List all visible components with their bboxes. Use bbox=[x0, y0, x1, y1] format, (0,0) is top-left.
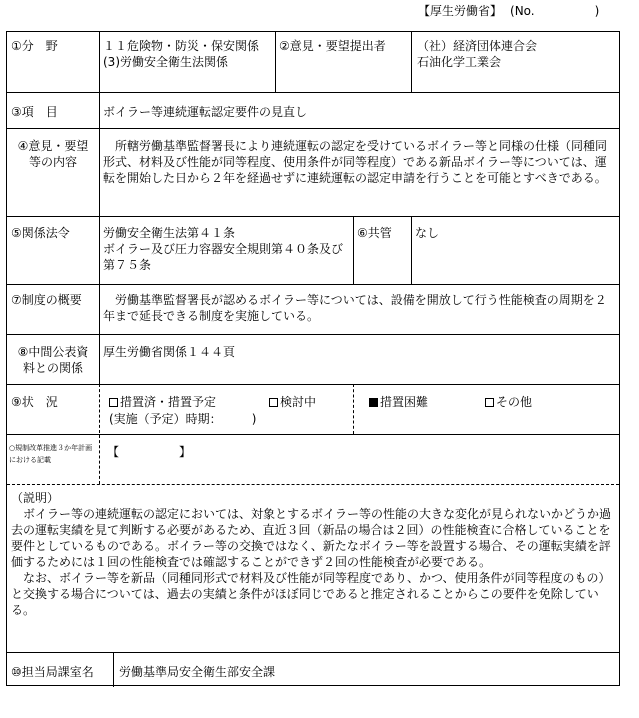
status-label: ⑨状 況 bbox=[11, 395, 58, 409]
interim-label: ⑧中間公表資 料との関係 bbox=[17, 345, 89, 375]
dept-label: ⑩担当局課室名 bbox=[11, 665, 94, 679]
row-divider bbox=[7, 652, 619, 653]
field-label: ①分 野 bbox=[11, 39, 58, 53]
checkbox-difficult-icon bbox=[369, 398, 378, 407]
content-label: ④意見・要望 等の内容 bbox=[17, 139, 89, 169]
content-value: 所轄労働基準監督署長により連続運転の認定を受けているボイラー等と同様の仕様（同種同形式、材料及び性能が同等程度、使用条件が同等程度）である新品ボイラー等については、運転を開始した日から２年を経過せずに連続運転の認定申請を行うことを可能とすべきである。 bbox=[103, 139, 608, 185]
status-option-other[interactable]: その他 bbox=[485, 394, 532, 410]
status-option-difficult[interactable]: 措置困難 bbox=[369, 394, 428, 410]
checkbox-implemented-icon bbox=[109, 398, 118, 407]
overview-label: ⑦制度の概要 bbox=[11, 293, 82, 307]
document-header bbox=[418, 3, 618, 19]
interim-value: 厚生労働省関係１４４頁 bbox=[103, 345, 236, 359]
dept-value: 労働基準局安全衛生部安全課 bbox=[119, 665, 276, 679]
ministry-label: 【厚生労働省】 bbox=[418, 4, 503, 18]
overview-value: 労働基準監督署長が認めるボイラー等については、設備を開放して行う性能検査の周期を２年まで延長できる制度を実施している。 bbox=[103, 293, 607, 323]
submitter-label: ②意見・要望提出者 bbox=[279, 39, 386, 53]
joint-value: なし bbox=[415, 226, 440, 240]
column-divider bbox=[275, 32, 276, 92]
number-label: (No. bbox=[510, 4, 535, 18]
request-form bbox=[6, 31, 620, 686]
column-divider-dashed bbox=[99, 384, 100, 484]
explanation-paragraph-2: なお、ボイラー等を新品（同種同形式で材料及び性能が同等程度であり、かつ、使用条件が同等程度のもの）と交換する場合については、過去の実績と条件がほぼ同じであると推定されることからこの要件を免除している。 bbox=[11, 571, 611, 617]
explanation-heading: （説明） bbox=[11, 491, 60, 505]
status-option-implemented[interactable]: 措置済・措置予定 bbox=[109, 394, 216, 410]
item-value: ボイラー等連続運転認定要件の見直し bbox=[103, 105, 308, 119]
status-timing: (実施（予定）時期： ) bbox=[109, 412, 257, 426]
column-divider bbox=[411, 32, 412, 92]
column-divider bbox=[99, 32, 100, 384]
column-divider bbox=[411, 216, 412, 284]
joint-label: ⑥共管 bbox=[357, 226, 392, 240]
column-divider-dashed bbox=[353, 384, 354, 434]
plan-label: ○規制改革推進３か年計画における記載 bbox=[9, 444, 93, 464]
field-value: １１危険物・防災・保安関係 (3)労働安全衛生法関係 bbox=[103, 39, 260, 69]
law-label: ⑤関係法令 bbox=[11, 226, 70, 240]
checkbox-under-review-icon bbox=[269, 398, 278, 407]
row-divider-dashed bbox=[7, 484, 619, 485]
column-divider bbox=[353, 216, 354, 284]
column-divider bbox=[113, 652, 114, 687]
checkbox-other-icon bbox=[485, 398, 494, 407]
item-label: ③項 目 bbox=[11, 105, 58, 119]
law-value: 労働安全衛生法第４１条 ボイラー及び圧力容器安全規則第４０条及び第７５条 bbox=[103, 226, 344, 272]
number-close: ) bbox=[594, 4, 600, 18]
plan-value: 【 】 bbox=[107, 445, 192, 459]
explanation bbox=[7, 488, 619, 620]
submitter-value: （社）経済団体連合会 石油化学工業会 bbox=[417, 39, 538, 69]
status-option-under-review[interactable]: 検討中 bbox=[269, 394, 316, 410]
explanation-paragraph-1: ボイラー等の連続運転の認定においては、対象とするボイラー等の性能の大きな変化が見られないかどうか過去の運転実績を見て判断する必要があるため、直近３回（新品の場合は２回）の性能検査に合格していることを要件としているものである。ボイラー等の交換ではなく、新たなボイラー等を設置する場合、その運転実績を評価するためには１回の性能検査では確認することができず２回の性能検査が必要である。 bbox=[11, 507, 612, 569]
